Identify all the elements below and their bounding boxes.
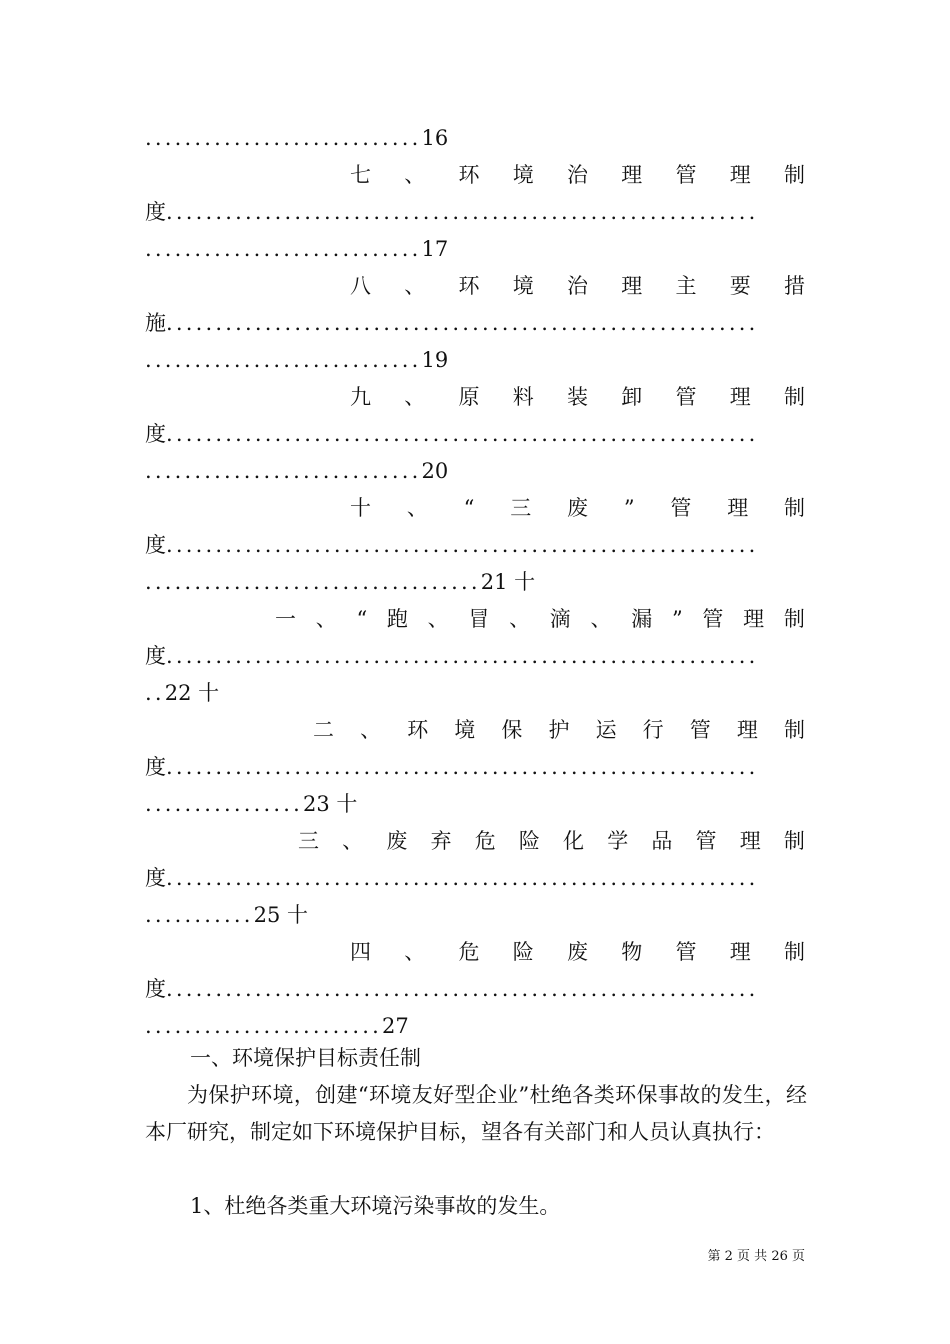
toc-leader-dots: ........................ <box>145 1014 383 1038</box>
toc-title-char: 管 <box>675 385 697 409</box>
toc-title-char: 主 <box>675 274 697 298</box>
toc-title-char: 七 <box>350 163 371 187</box>
toc-title-char: 、 <box>342 829 364 853</box>
toc-line <box>298 825 805 857</box>
toc-page-number: 23 十 <box>303 792 358 816</box>
toc-title-char: 险 <box>512 940 534 964</box>
toc-line <box>145 751 805 783</box>
toc-title-char: 管 <box>702 607 724 631</box>
toc-page-number: 21 十 <box>480 570 536 594</box>
toc-lead: 度 <box>145 866 166 890</box>
toc-title-char: 治 <box>567 163 588 187</box>
toc-line <box>145 973 805 1005</box>
toc-title-char: 三 <box>510 496 532 520</box>
toc-title-char: 理 <box>621 163 643 187</box>
toc-title-char: 、 <box>404 385 426 409</box>
toc-title-char: 理 <box>736 718 758 742</box>
toc-lead: 施 <box>145 311 166 335</box>
toc-title-char: 废 <box>386 829 408 853</box>
toc-title-char: 环 <box>458 163 480 187</box>
toc-title-char: 管 <box>670 496 692 520</box>
toc-title-char: 制 <box>783 607 805 631</box>
toc-title-char: 学 <box>607 829 629 853</box>
toc-title-char: 、 <box>315 607 337 631</box>
toc-title-char: 漏 <box>631 607 653 631</box>
toc-page-number: 19 <box>421 348 449 372</box>
toc-leader-dots: ............................................................ <box>166 977 759 1001</box>
toc-page-number: 22 十 <box>164 681 220 705</box>
toc-line <box>145 566 805 598</box>
toc-lead: 度 <box>145 422 166 446</box>
toc-title-char: 废 <box>567 940 588 964</box>
toc-title-char: “ <box>463 496 475 520</box>
toc-title-char: ” <box>623 496 635 520</box>
toc-line <box>350 159 805 191</box>
toc-line <box>350 936 805 968</box>
toc-title-char: 制 <box>784 385 805 409</box>
toc-line <box>145 677 805 709</box>
section-heading: 一、环境保护目标责任制 <box>190 1046 421 1070</box>
toc-line <box>145 233 805 265</box>
toc-line <box>145 344 805 376</box>
toc-leader-dots: ................ <box>145 792 304 816</box>
toc-title-char: 九 <box>350 385 371 409</box>
toc-title-char: 制 <box>783 718 805 742</box>
toc-title-char: 管 <box>675 163 697 187</box>
toc-lead: 度 <box>145 644 166 668</box>
toc-line <box>145 899 805 931</box>
toc-title-char: 二 <box>313 718 334 742</box>
toc-line <box>275 603 805 635</box>
toc-leader-dots: ............................ <box>145 126 422 150</box>
toc-title-char: 管 <box>689 718 711 742</box>
toc-title-char: 保 <box>501 718 523 742</box>
toc-page-number: 20 <box>421 459 449 483</box>
toc-line <box>145 529 805 561</box>
toc-title-char: 滴 <box>549 607 571 631</box>
toc-line <box>145 455 805 487</box>
toc-leader-dots: ............................................................ <box>166 422 759 446</box>
toc-line <box>145 1010 805 1042</box>
toc-page-number: 27 <box>382 1014 409 1038</box>
toc-title-char: 管 <box>675 940 697 964</box>
toc-title-char: 化 <box>563 829 585 853</box>
toc-title-char: “ <box>356 607 368 631</box>
toc-title-char: 四 <box>350 940 371 964</box>
toc-page-number: 17 <box>421 237 449 261</box>
toc-line <box>145 122 805 154</box>
toc-line <box>145 307 805 339</box>
toc-title-char: 、 <box>360 718 382 742</box>
toc-line <box>350 270 805 302</box>
toc-title-char: 、 <box>509 607 531 631</box>
toc-line <box>145 640 805 672</box>
toc-lead: 度 <box>145 977 166 1001</box>
toc-title-char: 卸 <box>621 385 643 409</box>
toc-title-char: 行 <box>642 718 664 742</box>
toc-line <box>145 418 805 450</box>
toc-title-char: 弃 <box>430 829 452 853</box>
toc-title-char: 、 <box>427 607 449 631</box>
toc-title-char: 理 <box>729 940 751 964</box>
toc-leader-dots: ............................................................ <box>166 311 759 335</box>
toc-title-char: 、 <box>590 607 612 631</box>
toc-title-char: 制 <box>784 163 805 187</box>
list-item-1: 1、杜绝各类重大环境污染事故的发生。 <box>190 1194 561 1218</box>
toc-title-char: 境 <box>512 274 534 298</box>
toc-title-char: 理 <box>729 163 751 187</box>
toc-leader-dots: ........... <box>145 903 254 927</box>
toc-line <box>350 492 805 524</box>
toc-leader-dots: ............................ <box>145 348 422 372</box>
toc-leader-dots: ............................ <box>145 237 422 261</box>
toc-leader-dots: ............................................................ <box>166 200 759 224</box>
toc-leader-dots: ............................................................ <box>166 755 759 779</box>
toc-line <box>145 862 805 894</box>
toc-title-char: 料 <box>512 385 534 409</box>
toc-title-char: 原 <box>458 385 480 409</box>
toc-title-char: 措 <box>784 274 805 298</box>
toc-leader-dots: ............................................................ <box>166 644 759 668</box>
toc-title-char: 治 <box>567 274 588 298</box>
toc-title-char: 品 <box>651 829 673 853</box>
toc-title-char: 理 <box>727 496 749 520</box>
toc-title-char: 一 <box>275 607 296 631</box>
toc-leader-dots: ............................ <box>145 459 422 483</box>
toc-title-char: 制 <box>784 496 805 520</box>
toc-title-char: 理 <box>743 607 765 631</box>
toc-title-char: 装 <box>567 385 588 409</box>
toc-title-char: 理 <box>729 385 751 409</box>
toc-lead: 度 <box>145 200 166 224</box>
toc-line <box>313 714 805 746</box>
toc-title-char: 护 <box>548 718 570 742</box>
toc-line <box>145 196 805 228</box>
page-footer: 第 2 页 共 26 页 <box>707 1249 805 1264</box>
toc-title-char: 理 <box>621 274 643 298</box>
toc-lead: 度 <box>145 533 166 557</box>
toc-page-number: 25 十 <box>253 903 309 927</box>
paragraph-intro: 为保护环境，创建“环境友好型企业”杜绝各类环保事故的发生，经本厂研究，制定如下环境保护目标，望各有关部门和人员认真执行： <box>145 1083 807 1144</box>
toc-title-char: 十 <box>350 496 371 520</box>
toc-title-char: 、 <box>406 496 428 520</box>
toc-title-char: 三 <box>298 829 319 853</box>
toc-leader-dots: ............................................................ <box>166 533 759 557</box>
toc-leader-dots: ............................................................ <box>166 866 759 890</box>
toc-title-char: ” <box>671 607 683 631</box>
toc-title-char: 要 <box>729 274 751 298</box>
toc-title-char: 危 <box>458 940 480 964</box>
toc-title-char: 、 <box>404 940 426 964</box>
toc-leader-dots: .. <box>145 681 165 705</box>
toc-title-char: 、 <box>404 274 426 298</box>
toc-title-char: 管 <box>695 829 717 853</box>
toc-title-char: 环 <box>407 718 429 742</box>
toc-title-char: 制 <box>784 940 805 964</box>
toc-title-char: 八 <box>350 274 371 298</box>
toc-title-char: 物 <box>621 940 643 964</box>
toc-title-char: 境 <box>512 163 534 187</box>
toc-title-char: 、 <box>404 163 426 187</box>
toc-title-char: 危 <box>474 829 496 853</box>
toc-title-char: 环 <box>458 274 480 298</box>
toc-title-char: 境 <box>454 718 476 742</box>
toc-title-char: 制 <box>783 829 805 853</box>
toc-title-char: 废 <box>567 496 588 520</box>
toc-title-char: 冒 <box>468 607 490 631</box>
toc-title-char: 理 <box>739 829 761 853</box>
toc-lead: 度 <box>145 755 166 779</box>
toc-title-char: 险 <box>518 829 540 853</box>
toc-line <box>145 788 805 820</box>
toc-title-char: 运 <box>595 718 617 742</box>
toc-line <box>350 381 805 413</box>
toc-leader-dots: .................................. <box>145 570 481 594</box>
toc-title-char: 跑 <box>386 607 408 631</box>
toc-page-number: 16 <box>421 126 449 150</box>
